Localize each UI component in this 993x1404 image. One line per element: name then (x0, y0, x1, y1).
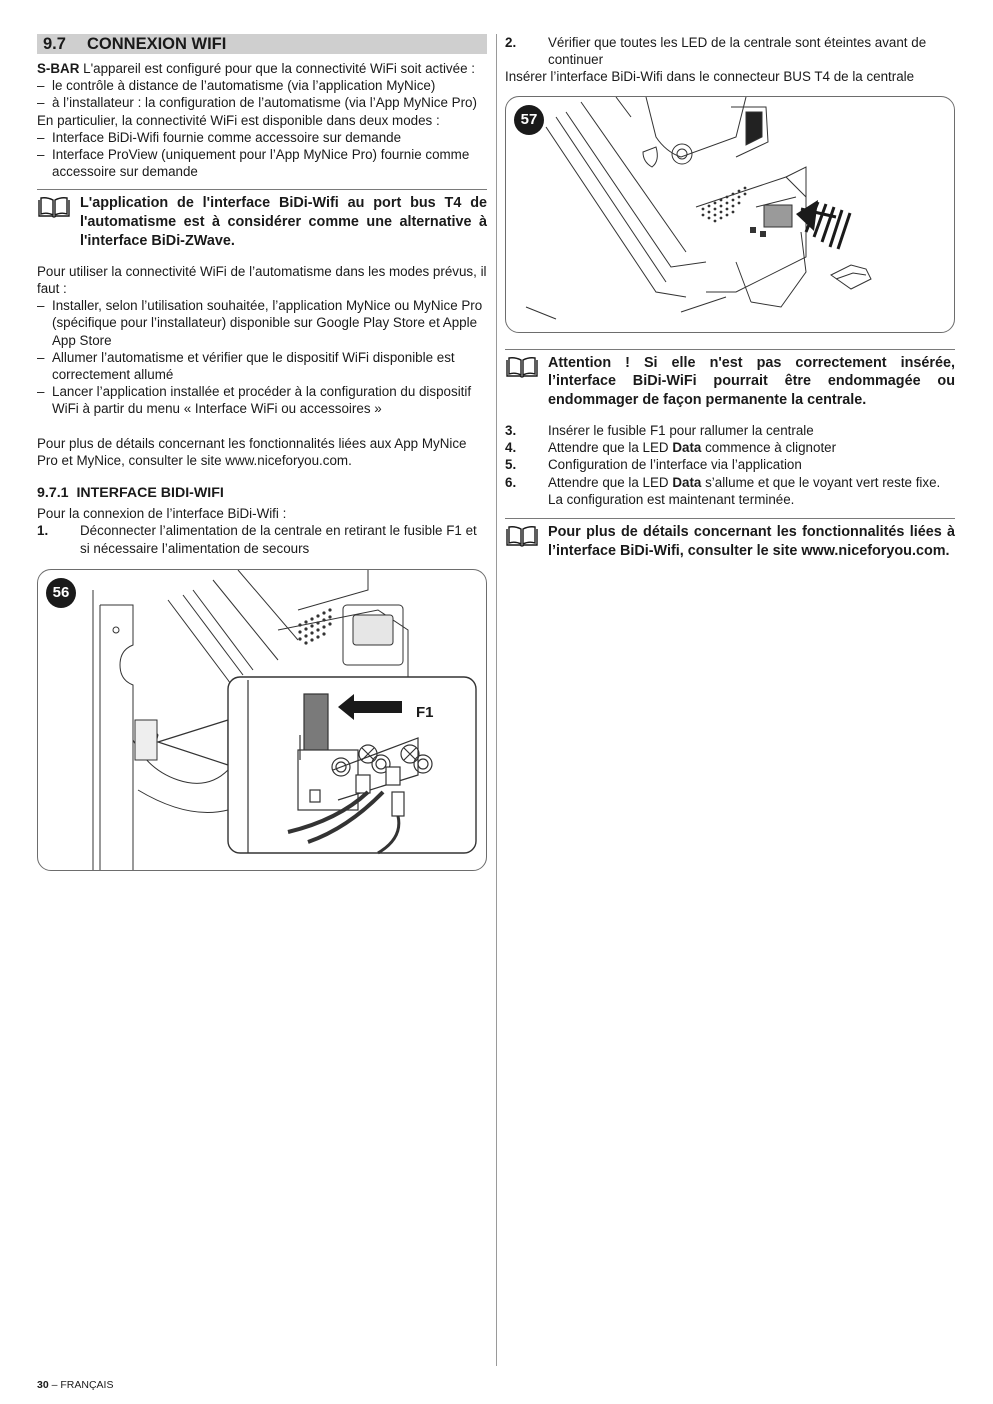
step-text: Attendre que la LED (548, 474, 673, 490)
intro-paragraph (37, 60, 487, 77)
fuse-label: F1 (416, 703, 434, 721)
open-book-icon (505, 523, 548, 561)
led-name: Data (672, 440, 702, 456)
subsection-title: INTERFACE BIDI-WIFI (76, 485, 224, 502)
step-number: 6. (505, 474, 517, 490)
step-item (505, 456, 955, 473)
step-item (37, 522, 487, 556)
modes-line: En particulier, la connectivité WiFi est disponible dans deux modes : (37, 112, 440, 128)
step-number: 5. (505, 457, 517, 473)
step-text: commence à clignoter (701, 440, 837, 456)
fuse-removal-illustration (38, 570, 486, 870)
note-box (37, 189, 487, 250)
step-number: 2. (505, 35, 517, 50)
list-item: – Installer, selon l’utilisation souhaitée, l’application MyNice ou MyNice Pro (spécifique pour l’installateur) disponible sur Google Play Store et Apple App Store (37, 297, 487, 349)
section-heading (37, 34, 487, 54)
step-item (505, 422, 955, 439)
warning-note-text: Attention ! Si elle n'est pas correctement insérée, l’interface BiDi-WiFi pourrait être endommagée ou endommager de façon permanente la centrale. (548, 354, 955, 409)
interface-insertion-illustration (506, 97, 954, 332)
page-number: 30 (37, 1379, 49, 1391)
step-text: Déconnecter l’alimentation de la centrale en retirant le fusible F1 et si nécessaire l’alimentation de secours (80, 523, 477, 556)
subsection-heading (37, 485, 487, 502)
usage-line: Pour utiliser la connectivité WiFi de l’automatisme dans les modes prévus, il faut : (37, 263, 487, 297)
list-item: – à l’installateur : la configuration de l’automatisme (via l’App MyNice Pro) (37, 94, 487, 111)
details-paragraph: Pour plus de détails concernant les fonctionnalités liées aux App MyNice Pro et MyNice, consulter le site www.niceforyou.com. (37, 435, 467, 468)
list-item: – Interface BiDi-Wifi fournie comme accessoire sur demande (37, 129, 487, 146)
figure-57 (505, 96, 955, 333)
led-name: Data (672, 474, 702, 490)
left-column (37, 34, 487, 871)
right-column (505, 34, 955, 573)
step-text: s’allume et que le voyant vert reste fixe. La configuration est maintenant terminée. (548, 474, 941, 507)
section-number: 9.7 (43, 35, 66, 53)
step-item (505, 34, 955, 68)
step-text: Configuration de l’interface via l’application (548, 457, 802, 473)
step-text: Insérer le fusible F1 pour rallumer la centrale (548, 423, 814, 438)
figure-56 (37, 569, 487, 871)
column-divider (496, 34, 497, 1366)
step-text: Attendre que la LED (548, 440, 673, 456)
step-number: 4. (505, 440, 517, 456)
insert-line: Insérer l’interface BiDi-Wifi dans le connecteur BUS T4 de la centrale (505, 69, 915, 85)
figure-number-badge: 56 (46, 578, 76, 608)
subsection-number: 9.7.1 (37, 485, 69, 502)
product-name: S-BAR (37, 61, 80, 76)
step-number: 3. (505, 423, 517, 438)
list-item: – Interface ProView (uniquement pour l’App MyNice Pro) fournie comme accessoire sur demande (37, 146, 487, 180)
step-item (505, 474, 955, 508)
footer-language: – FRANÇAIS (48, 1379, 114, 1391)
step-number: 1. (37, 523, 49, 539)
list-item: – le contrôle à distance de l’automatisme (via l’application MyNice) (37, 77, 487, 94)
open-book-icon (37, 194, 80, 250)
list-item: – Lancer l’application installée et procéder à la configuration du dispositif WiFi à partir du menu « Interface WiFi ou accessoires » (37, 383, 487, 417)
info-note-text: Pour plus de détails concernant les fonctionnalités liées à l’interface BiDi-Wifi, consulter le site www.niceforyou.com. (548, 524, 955, 559)
open-book-icon (505, 354, 548, 410)
list-item: – Allumer l’automatisme et vérifier que le dispositif WiFi disponible est correctement allumé (37, 349, 487, 383)
section-title: CONNEXION WIFI (87, 35, 227, 53)
info-note-box (505, 518, 955, 561)
warning-note-box (505, 349, 955, 410)
note-text: L'application de l'interface BiDi-Wifi au port bus T4 de l'automatisme est à considérer comme une alternative à l'interface BiDi-ZWave. (80, 195, 487, 250)
step-text: Vérifier que toutes les LED de la centrale sont éteintes avant de continuer (548, 35, 927, 68)
intro-text: L'appareil est configuré pour que la connectivité WiFi soit activée : (79, 61, 475, 76)
page-footer (37, 1377, 113, 1394)
step-item (505, 439, 955, 456)
figure-number-badge: 57 (514, 105, 544, 135)
subsection-intro: Pour la connexion de l’interface BiDi-Wifi : (37, 506, 287, 522)
